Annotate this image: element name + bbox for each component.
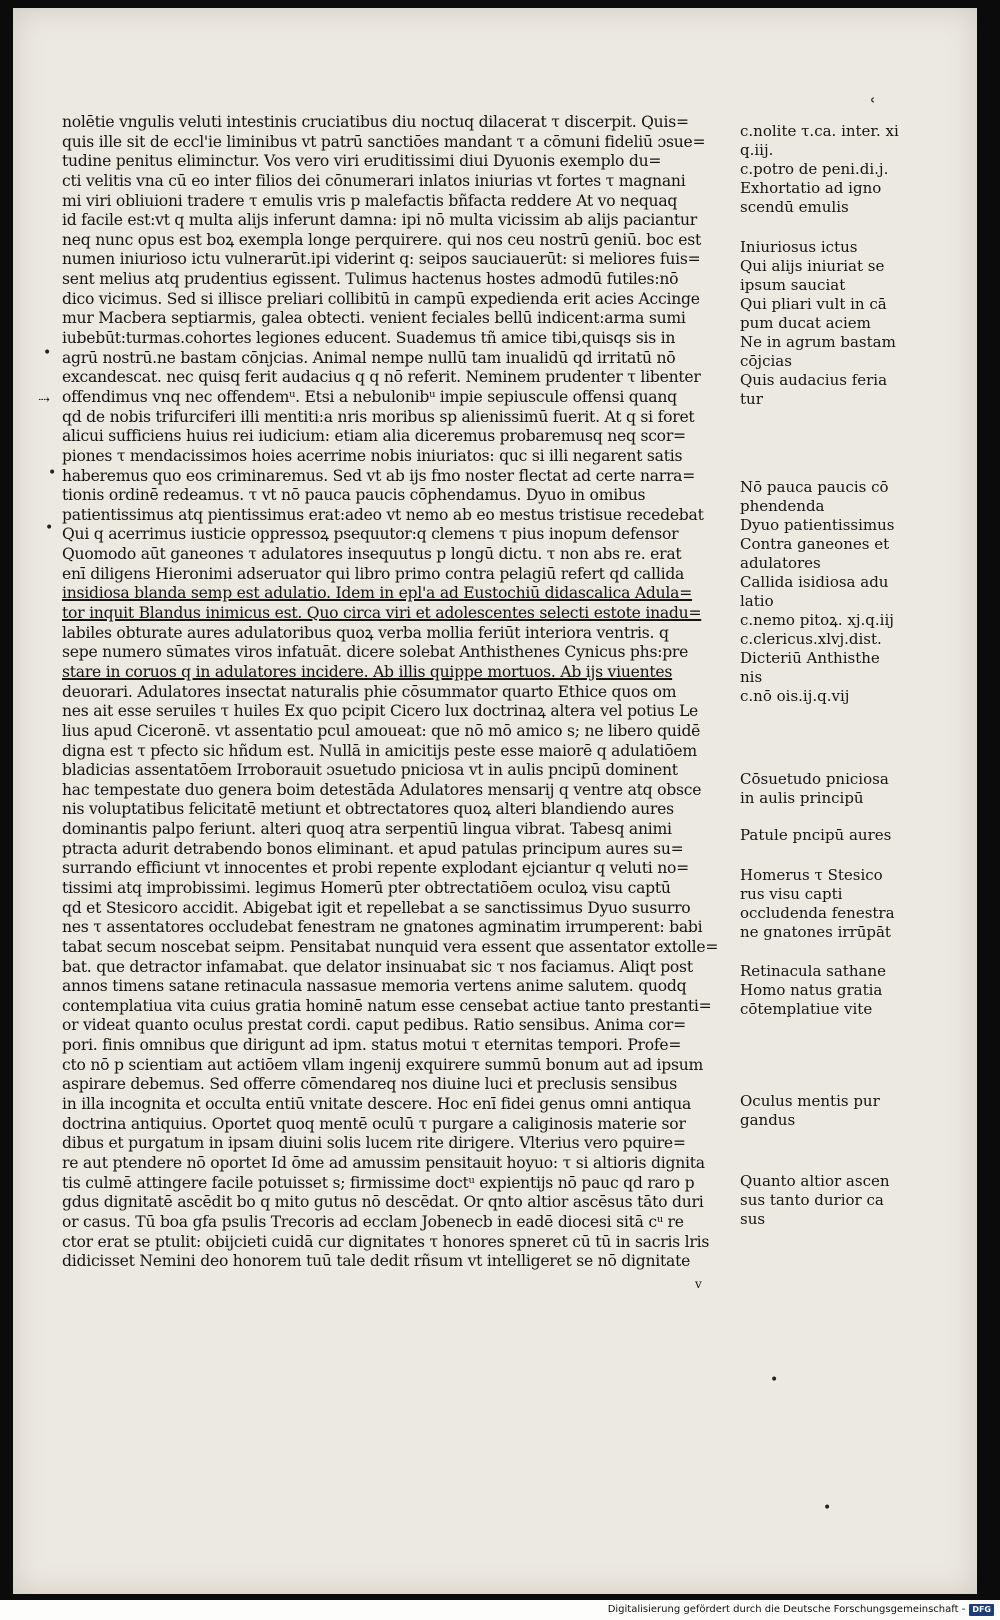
text-line: cto nō p scientiam aut actiōem vllam ingenij exquirere summū bonum aut ad ipsum — [62, 1055, 704, 1074]
text-line: in illa incognita et occulta entiū vnitate descere. Hoc enī fidei genus omni antiqua — [62, 1095, 692, 1114]
text-line: or casus. Tū boa gfa psulis Trecoris ad ecclam Jobenecb in eadē diocesi sitā cᵘ re — [62, 1212, 684, 1231]
marginal-note-line: sus tanto durior ca — [740, 1191, 884, 1209]
marginal-note-line: ipsum sauciat — [740, 276, 846, 294]
marginal-note-line: Patule pncipū aures — [740, 826, 892, 844]
marginal-note-line: Iniuriosus ictus — [740, 238, 858, 256]
margin-dot: • — [43, 345, 52, 361]
margin-dot: • — [823, 1500, 832, 1516]
text-line: hac tempestate duo genera boim detestāda Adulatores mensarij q ventre atq obsce — [62, 780, 702, 799]
marginal-note — [740, 122, 930, 217]
text-line: pori. finis omnibus que dirigunt ad ipm. status motui τ eternitas tempori. Profe= — [62, 1036, 682, 1055]
text-line: nes τ assentatores occludebat fenestram ne gnatones agminatim irrumperent: babi — [62, 918, 703, 937]
text-line: labiles obturate aures adulatoribus quoꝝ verba mollia feriūt interiora ventris. q — [62, 623, 669, 642]
marginal-note-line: Exhortatio ad igno — [740, 179, 882, 197]
text-line: sepe numero sūmates viros infatuāt. dicere solebat Anthisthenes Cynicus phs:pre — [62, 643, 689, 662]
marginal-note-line: c.nemo pitoꝝ. xj.q.iij — [740, 611, 894, 629]
text-line: enī diligens Hieronimi adseruator qui libro primo contra pelagiū refert qd callida — [62, 564, 685, 583]
text-line: aspirare debemus. Sed offerre cōmendareq nos diuine luci et preclusis sensibus — [62, 1075, 677, 1094]
text-line: id facile est:vt q multa alijs inferunt damna: ipi nō multa vicissim ab alijs paciantur — [62, 211, 697, 230]
text-line: digna est τ pfecto sic hñdum est. Nullā in amicitijs peste esse maiorē q adulatiōem — [62, 741, 697, 760]
text-line: doctrina antiquius. Oportet quoq mentē oculū τ purgare a caliginosis materie sor — [62, 1114, 686, 1133]
text-line: cti velitis vna cū eo inter filios dei cōnumerari inlatos iniurias vt fortes τ magnani — [62, 171, 686, 190]
text-line: mi viri obliuioni tradere τ emulis vris p malefactis bñfacta reddere At vo nequaq — [62, 191, 678, 210]
text-line: nis voluptatibus felicitatē metiunt et obtrectatores quoꝝ alteri blandiendo aures — [62, 800, 674, 819]
text-line: insidiosa blanda semp est adulatio. Idem in epl'a ad Eustochiū didascalica Adula= — [62, 584, 693, 603]
text-line: ptracta adurit detrabendo bonos eliminant. et apud patulas principum aures su= — [62, 839, 684, 858]
marginal-note-line: Quanto altior ascen — [740, 1172, 890, 1190]
text-line: mur Macbera septiarmis, galea obtecti. venient feciales bellū indicent:arma sumi — [62, 309, 686, 328]
text-line: contemplatiua vita cuius gratia hominē natum esse censebat actiue tanto prestanti= — [62, 996, 712, 1015]
marginal-note-line: Homo natus gratia — [740, 981, 883, 999]
text-line: didicisset Nemini deo honorem tuū tale dedit rñsum vt intelligeret se nō dignitate — [62, 1252, 691, 1271]
marginal-note-line: Nō pauca paucis cō — [740, 478, 889, 496]
text-line: nes ait esse seruiles τ huiles Ex quo pcipit Cicero lux doctrinaꝝ altera vel potius Le — [62, 702, 699, 721]
marginal-note — [740, 962, 930, 1019]
text-line: piones τ mendacissimos hoies acerrime nobis iniuriatos: quc si illi negarent satis — [62, 446, 683, 465]
margin-mark-arrow: ⇢ — [38, 392, 50, 408]
text-line: dominantis palpo feriunt. alteri quoq atra serpentiū lingua vibrat. Tabesq animi — [62, 820, 672, 839]
marginal-note-line: in aulis principū — [740, 789, 864, 807]
marginal-note-line: Oculus mentis pur — [740, 1092, 880, 1110]
marginal-note-line: occludenda fenestra — [740, 904, 895, 922]
text-line: deuorari. Adulatores insectat naturalis phie cōsummator quarto Ethice quos om — [62, 682, 677, 701]
text-line: haberemus quo eos criminaremus. Sed vt ab ijs fmo noster flectat ad certe narra= — [62, 466, 696, 485]
text-line: offendimus vnq nec offendemᵘ. Etsi a nebulonibᵘ impie sepiuscule offensi quanq — [62, 387, 677, 406]
marginal-note-line: adulatores — [740, 554, 821, 572]
marginal-note-line: Contra ganeones et — [740, 535, 890, 553]
text-line: lius apud Ciceronē. vt assentatio pcul amoueat: que nō mō amico s; ne libero quidē — [62, 721, 701, 740]
text-line: tis culmē attingere facile potuisset s; firmissime doctᵘ expientijs nō pauc qd raro p — [62, 1173, 695, 1192]
footer-text: Digitalisierung gefördert durch die Deutsche Forschungsgemeinschaft - — [607, 1604, 966, 1615]
marginal-note — [740, 1172, 930, 1229]
text-line: dibus et purgatum in ipsam diuini solis lucem rite dirigere. Vlterius vero pquire= — [62, 1134, 686, 1153]
marginal-note-line: c.nō ois.ij.q.vij — [740, 687, 850, 705]
marginal-note — [740, 770, 930, 808]
text-line: tionis ordinē redeamus. τ vt nō pauca paucis cōphendamus. Dyuo in omibus — [62, 486, 646, 505]
text-line: patientissimus atq pientissimus erat:adeo vt nemo ab eo mestus tristisue recedebat — [62, 505, 704, 524]
text-line: qd et Stesicoro accidit. Abigebat igit et repellebat a se sanctissimus Dyuo susurro — [62, 898, 691, 917]
text-line: neq nunc opus est boꝝ exempla longe perquirere. qui nos ceu nostrū geniū. boc est — [62, 230, 701, 249]
catchword: v — [695, 1277, 702, 1291]
dfg-logo: DFG — [969, 1604, 994, 1616]
text-line: nolētie vngulis veluti intestinis cruciatibus diu noctuq dilacerat τ discerpit. Quis= — [62, 113, 689, 131]
marginal-note-line: q.iij. — [740, 141, 774, 159]
text-line: qd de nobis trifurciferi illi mentiti:a nris moribus sp alienissimū fuerit. At q si foret — [62, 407, 695, 426]
marginal-note-line: latio — [740, 592, 774, 610]
margin-dot: • — [45, 520, 54, 536]
marginal-note-line: Quis audacius feria — [740, 371, 888, 389]
text-line: iubebūt:turmas.cohortes legiones educent. Suademus tñ amice tibi,quisqs sis in — [62, 329, 676, 348]
marginal-note-line: Homerus τ Stesico — [740, 866, 883, 884]
text-line: gdus dignitatē ascēdit bo q mito gutus nō descēdat. Or qnto altior ascēsus tāto duri — [62, 1193, 704, 1212]
text-line: tabat secum noscebat seipm. Pensitabat nunquid vera essent que assentator extolle= — [62, 937, 719, 956]
text-line: tudine penitus eliminctur. Vos vero viri eruditissimi diui Dyuonis exemplo du= — [62, 152, 662, 171]
text-line: numen iniurioso ictu vulnerarūt.ipi viderint q: seipos sauciauerūt: si meliores fuis= — [62, 250, 701, 269]
marginal-note-line: scendū emulis — [740, 198, 849, 216]
marginal-note-line: phendenda — [740, 497, 825, 515]
marginal-note-line: cōjcias — [740, 352, 792, 370]
text-line: quis ille sit de eccl'ie liminibus vt patrū sanctiōes mandant τ a cōmuni fideliū ɔsue= — [62, 132, 706, 151]
text-line: re aut ptendere nō oportet Id ōme ad amussim pensitauit hoyuo: τ si altioris dignita — [62, 1153, 705, 1172]
marginal-note-line: sus — [740, 1210, 766, 1228]
marginal-note-line: Callida isidiosa adu — [740, 573, 889, 591]
marginal-note-line: Dicteriū Anthisthe — [740, 649, 880, 667]
text-line: stare in coruos q in adulatores incidere. Ab illis quippe mortuos. Ab ijs viuentes — [62, 662, 673, 681]
text-line: annos timens satane retinacula nassasue memoria vertens anime salutem. quodq — [62, 977, 687, 996]
digitization-footer — [608, 1602, 994, 1618]
text-line: excandescat. nec quisq ferit audacius q q nō referit. Neminem prudenter τ libenter — [62, 368, 701, 387]
text-line: or videat quanto oculus prestat cordi. caput pedibus. Ratio sensibus. Anima cor= — [62, 1016, 686, 1035]
margin-mark-bracket: ʿ — [870, 93, 877, 117]
marginal-note-line: ne gnatones irrūpāt — [740, 923, 891, 941]
marginal-note-line: c.nolite τ.ca. inter. xi — [740, 122, 899, 140]
text-line: Qui q acerrimus iusticie oppressoꝝ psequutor:q clemens τ pius inopum defensor — [62, 525, 679, 544]
marginal-note-line: Ne in agrum bastam — [740, 333, 896, 351]
text-line: sent melius atq prudentius egissent. Tulimus hactenus hostes admodū futiles:nō — [62, 270, 679, 289]
marginal-note — [740, 866, 930, 942]
text-line: bladicias assentatōem Irroborauit ɔsuetudo pniciosa vt in aulis pncipū dominent — [62, 761, 678, 780]
marginal-note-line: cōtemplatiue vite — [740, 1000, 873, 1018]
marginal-note-line: Cōsuetudo pniciosa — [740, 770, 889, 788]
text-line: tor inquit Blandus inimicus est. Quo circa viri et adolescentes selecti estote inadu= — [62, 604, 702, 623]
main-text-block — [62, 113, 730, 1272]
marginal-note-line: Dyuo patientissimus — [740, 516, 895, 534]
text-line: tissimi atq improbissimi. legimus Homerū pter obtrectatiōem oculoꝝ visu captū — [62, 878, 671, 897]
marginal-note — [740, 238, 930, 409]
marginal-note-line: c.clericus.xlvj.dist. — [740, 630, 882, 648]
marginal-note-line: gandus — [740, 1111, 796, 1129]
marginal-note-line: Qui alijs iniuriat se — [740, 257, 885, 275]
marginal-note-line: tur — [740, 390, 763, 408]
text-line: dico vicimus. Sed si illisce preliari collibitū in campū expedienda erit acies Accinge — [62, 289, 700, 308]
marginal-note-line: Qui pliari vult in cā — [740, 295, 887, 313]
marginal-note-line: rus visu capti — [740, 885, 843, 903]
text-line: alicui sufficiens huius rei iudicium: etiam alia diceremus probaremusq neq scor= — [62, 427, 686, 446]
marginal-note — [740, 1092, 930, 1130]
marginal-note — [740, 478, 930, 706]
text-line: ctor erat se ptulit: obijcieti cuidā cur dignitates τ honores spneret cū tū in sacris lris — [62, 1232, 710, 1251]
text-line: agrū nostrū.ne bastam cōnjcias. Animal nempe nullū tam inualidū qd irritatū nō — [62, 348, 676, 367]
margin-dot: • — [770, 1372, 779, 1388]
text-line: bat. que detractor infamabat. que delator insinuabat sic τ nos faciamus. Aliqt post — [62, 957, 693, 976]
marginal-note-line: nis — [740, 668, 763, 686]
marginal-note-line: pum ducat aciem — [740, 314, 871, 332]
margin-dot: • — [48, 465, 57, 481]
marginal-note — [740, 826, 930, 845]
text-line: Quomodo aūt ganeones τ adulatores insequutus p longū dictu. τ non abs re. erat — [62, 545, 682, 564]
text-line: surrando efficiunt vt innocentes et probi repente explodant ejciantur q veluti no= — [62, 859, 689, 878]
marginal-note-line: Retinacula sathane — [740, 962, 886, 980]
marginal-note-line: c.potro de peni.di.j. — [740, 160, 889, 178]
